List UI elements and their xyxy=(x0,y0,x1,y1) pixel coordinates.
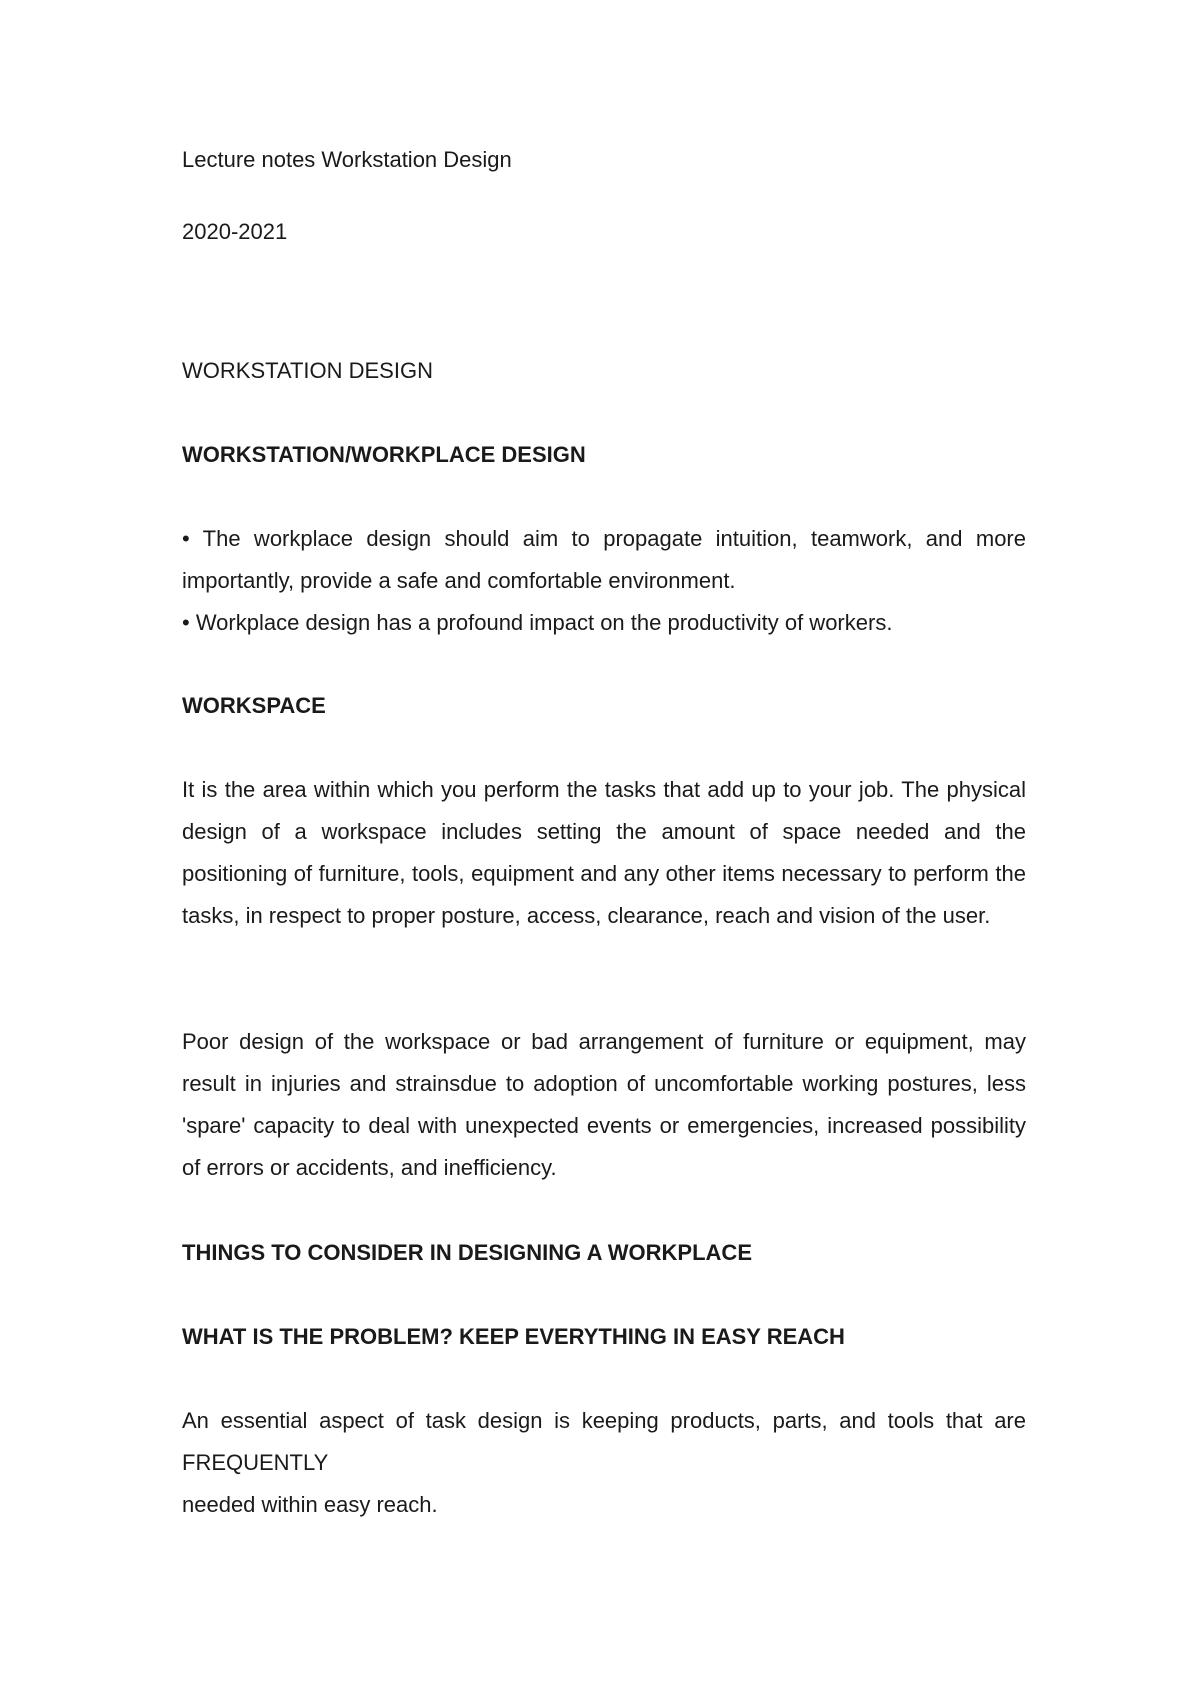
workspace-paragraph: It is the area within which you perform the tasks that add up to your job. The physical design of a workspace includes setting the amount of space needed and the positioning of furniture, tools, equipment and any other items necessary to perform the tasks, in respect to proper posture, access, clearance, reach and vision of the user. xyxy=(182,777,1026,928)
heading-things-to-consider: THINGS TO CONSIDER IN DESIGNING A WORKPLACE xyxy=(182,1240,752,1265)
section-title: WORKSTATION DESIGN xyxy=(182,358,433,383)
heading-workspace: WORKSPACE xyxy=(182,693,326,718)
bullet-item-1: • The workplace design should aim to propagate intuition, teamwork, and more importantly, provide a safe and comfortable environment. xyxy=(182,526,1026,593)
bullet-list xyxy=(182,518,1026,644)
poor-design-paragraph: Poor design of the workspace or bad arrangement of furniture or equipment, may result in injuries and strainsdue to adoption of uncomfortable working postures, less 'spare' capacity to deal with unexpected events or emergencies, increased possibility of errors or accidents, and inefficiency. xyxy=(182,1029,1026,1180)
bullet-item-2: • Workplace design has a profound impact on the productivity of workers. xyxy=(182,610,893,635)
essential-aspect-block xyxy=(182,1400,1026,1526)
document-title: Lecture notes Workstation Design xyxy=(182,147,512,172)
essential-line-2: needed within easy reach. xyxy=(182,1492,438,1517)
heading-workplace-design: WORKSTATION/WORKPLACE DESIGN xyxy=(182,442,586,467)
essential-line-1: An essential aspect of task design is keeping products, parts, and tools that are FREQUENTLY xyxy=(182,1408,1026,1475)
document-year: 2020-2021 xyxy=(182,219,288,244)
heading-problem: WHAT IS THE PROBLEM? KEEP EVERYTHING IN EASY REACH xyxy=(182,1324,845,1349)
